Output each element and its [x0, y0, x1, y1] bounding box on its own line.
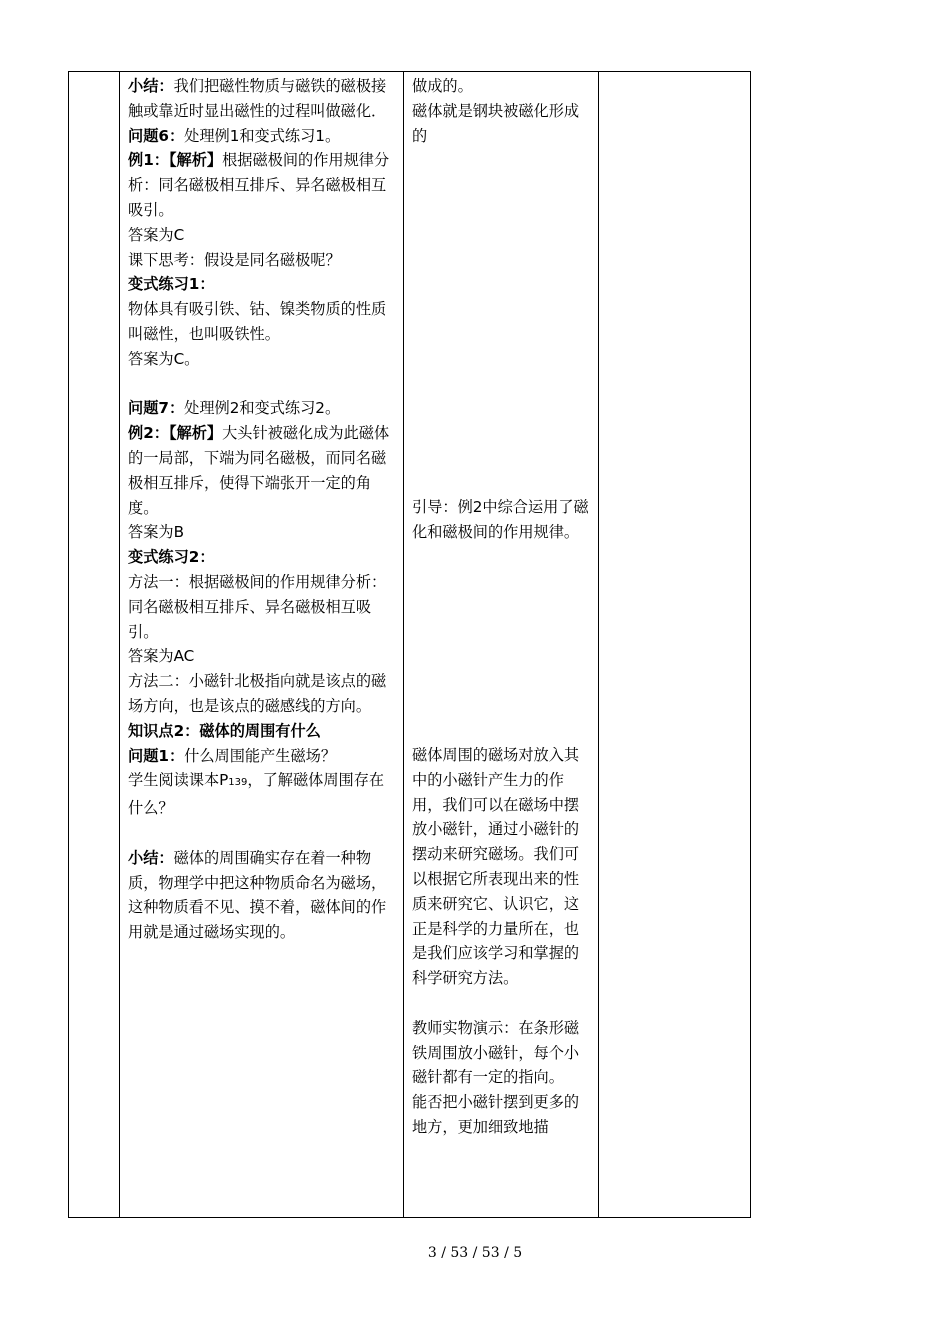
- variant1-label: 变式练习1：: [128, 275, 215, 294]
- column-empty-right: [599, 72, 751, 1218]
- note-more-places: 能否把小磁针摆到更多的地方，更加细致地描: [412, 1093, 580, 1136]
- example2-text: 大头针被磁化成为此磁体的一局部，下端为同名磁极，而同名磁极相互排斥，使得下端张开一定的角度。: [128, 424, 390, 517]
- think-after-class: 课下思考：假设是同名磁极呢？: [128, 250, 341, 269]
- question6-paragraph: [128, 124, 395, 149]
- spacer: [412, 545, 590, 743]
- question1-paragraph: [128, 744, 395, 769]
- answer-c: 答案为C: [128, 225, 185, 244]
- note-magnet-formation: 磁体就是钢块被磁化形成的: [412, 101, 580, 145]
- spacer: [412, 148, 590, 495]
- question7-label: 问题7：: [128, 399, 185, 418]
- answer-ac: 答案为AC: [128, 647, 195, 666]
- column-empty-left: [69, 72, 120, 1218]
- answer-b: 答案为B: [128, 523, 184, 542]
- summary2-text: 磁体的周围确实存在着一种物质，物理学中把这种物质命名为磁场，这种物质看不见、摸不着，磁体间的作用就是通过磁场实现的。: [128, 848, 387, 942]
- example1-paragraph: [128, 148, 395, 222]
- page-number: 3 / 53 / 53 / 5: [427, 1245, 523, 1261]
- reading-text-post: ，了解磁体周围存在什么？: [128, 771, 385, 818]
- question7-text: 处理例2和变式练习2。: [184, 399, 341, 418]
- note-magnetic-field: 磁体周围的磁场对放入其中的小磁针产生力的作用，我们可以在磁场中摆放小磁针，通过小磁针的摆动来研究磁场。我们可以根据它所表现出来的性质来研究它、认识它，这正是科学的力量所在，也是我们应该学习和掌握的科学研究方法。: [412, 745, 580, 988]
- variant1-answer: 答案为C。: [128, 349, 200, 368]
- summary-label: 小结：: [128, 77, 174, 95]
- variant2-label: 变式练习2：: [128, 548, 215, 567]
- summary-text: 我们把磁性物质与磁铁的磁极接触或靠近时显出磁性的过程叫做磁化．: [128, 77, 387, 120]
- question6-text: 处理例1和变式练习1。: [184, 126, 341, 145]
- example1-text: 根据磁极间的作用规律分析：同名磁极相互排斥、异名磁极相互吸引。: [128, 151, 390, 219]
- example2-label: 例2：【解析】: [128, 424, 223, 443]
- column-notes: [404, 72, 599, 1218]
- spacer: [128, 821, 395, 846]
- summary-paragraph: [128, 74, 395, 124]
- question1-text: 什么周围能产生磁场？: [184, 746, 337, 765]
- reading-text-pre: 学生阅读课本P: [128, 771, 229, 790]
- column-content: [120, 72, 404, 1218]
- knowledge-point-2: 知识点2：磁体的周围有什么: [128, 721, 321, 740]
- table-row: [69, 72, 751, 1218]
- page-ref-subscript: 139: [228, 777, 248, 789]
- question1-label: 问题1：: [128, 746, 185, 765]
- question6-label: 问题6：: [128, 126, 185, 145]
- reading-paragraph: [128, 768, 395, 821]
- variant1-text: 物体具有吸引铁、钴、镍类物质的性质叫磁性，也叫吸铁性。: [128, 300, 387, 343]
- summary2-label: 小结：: [128, 848, 174, 867]
- example1-label: 例1：【解析】: [128, 151, 223, 170]
- lesson-table: [68, 71, 751, 1218]
- note-guidance: 引导：例2中综合运用了磁化和磁极间的作用规律。: [412, 498, 589, 542]
- note-teacher-demo: 教师实物演示：在条形磁铁周围放小磁针，每个小磁针都有一定的指向。: [412, 1018, 580, 1087]
- summary2-paragraph: [128, 846, 395, 945]
- spacer: [128, 372, 395, 397]
- method-two: 方法二：小磁针北极指向就是该点的磁场方向，也是该点的磁感线的方向。: [128, 672, 387, 715]
- example2-paragraph: [128, 421, 395, 520]
- note-made-of: 做成的。: [412, 77, 473, 95]
- question7-paragraph: [128, 396, 395, 421]
- spacer: [412, 991, 590, 1016]
- method-one: 方法一：根据磁极间的作用规律分析：同名磁极相互排斥、异名磁极相互吸引。: [128, 572, 387, 641]
